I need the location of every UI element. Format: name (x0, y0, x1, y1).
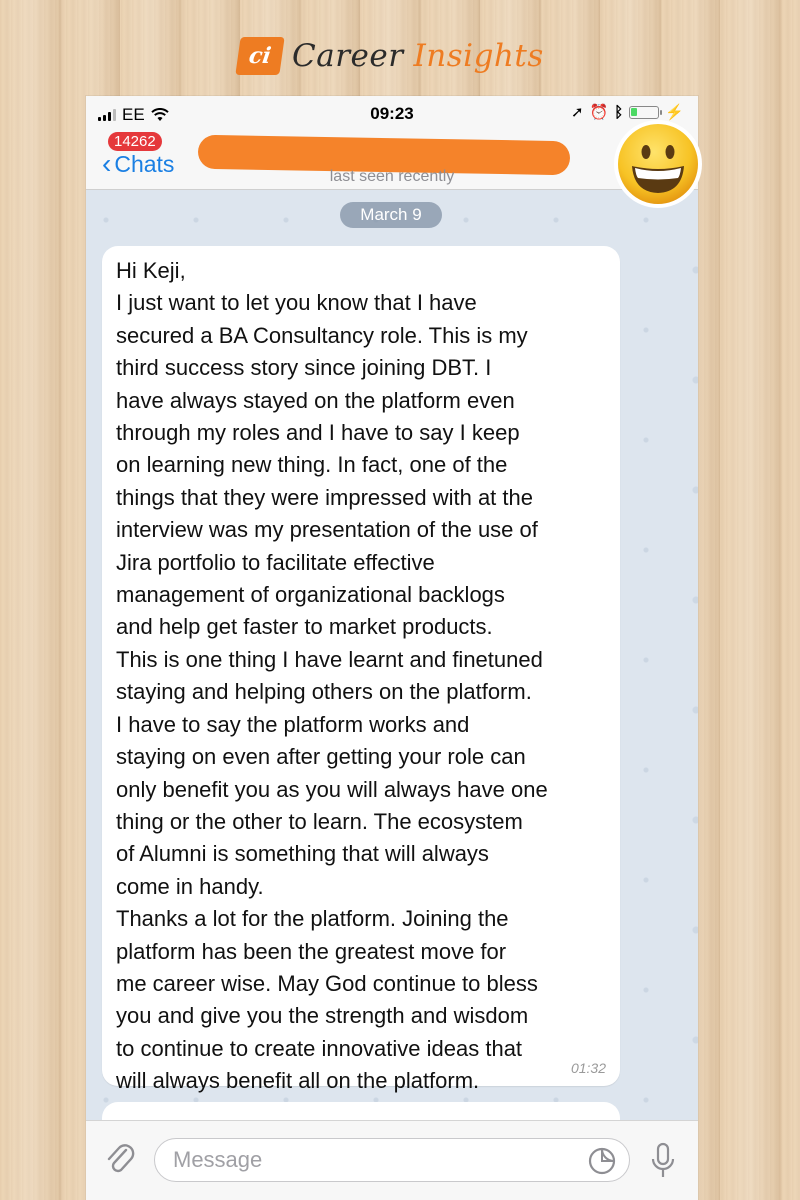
location-arrow-icon: ➚ (571, 104, 584, 121)
brand-word-insights: Insights (413, 38, 544, 74)
message-line: me career wise. May God continue to bless (116, 970, 538, 996)
carrier-label: EE (122, 105, 145, 124)
battery-level (631, 108, 637, 116)
message-line: and help get faster to market products. (116, 614, 493, 640)
date-separator: March 9 (340, 202, 442, 228)
message-line: secured a BA Consultancy role. This is my (116, 322, 528, 348)
chat-area[interactable] (86, 190, 698, 1120)
message-line: have always stayed on the platform even (116, 387, 515, 413)
message-line: will always benefit all on the platform. (116, 1068, 480, 1094)
charging-icon: ⚡ (665, 104, 684, 121)
message-line: This is one thing I have learnt and finetuned (116, 646, 543, 672)
sticker-icon[interactable] (588, 1147, 616, 1175)
message-line: Jira portfolio to facilitate effective (116, 549, 435, 575)
message-line: management of organizational backlogs (116, 582, 505, 608)
message-line: things that they were impressed with at the (116, 484, 533, 510)
grinning-face-emoji (612, 118, 704, 210)
message-line: Hi Keji, (116, 258, 186, 283)
message-input[interactable] (154, 1138, 630, 1182)
input-bar (86, 1120, 698, 1200)
message-line: third success story since joining DBT. I (116, 355, 492, 381)
brand-word-career: Career (292, 38, 404, 74)
brand-header (238, 30, 544, 82)
status-bar (86, 96, 698, 132)
status-time: 09:23 (370, 104, 414, 123)
bluetooth-icon: ᛒ (614, 103, 624, 121)
message-time: 01:32 (570, 1060, 606, 1076)
message-line: through my roles and I have to say I keep (116, 420, 520, 446)
back-label: Chats (114, 150, 175, 177)
chat-header (86, 132, 698, 190)
message-line: you and give you the strength and wisdom (116, 1003, 529, 1029)
message-line: come in handy. (116, 873, 264, 899)
message-line: thing or the other to learn. The ecosystem (116, 808, 523, 834)
last-seen-status: last seen recently (329, 168, 455, 185)
message-line: I just want to let you know that I have (116, 290, 477, 316)
message-line: interview was my presentation of the use of (116, 517, 538, 543)
brand-logo: ci (235, 37, 284, 75)
message-line: staying and helping others on the platform. (116, 679, 532, 705)
microphone-icon[interactable] (650, 1141, 676, 1181)
message-line: platform has been the greatest move for (116, 938, 507, 964)
message-line: Thanks a lot for the platform. Joining the (116, 906, 509, 932)
message-line: I have to say the platform works and (116, 711, 470, 737)
battery-icon (629, 106, 659, 119)
message-line: staying on even after getting your role can (116, 744, 526, 770)
message-bubble[interactable] (102, 246, 620, 1094)
unread-badge: 14262 (108, 132, 162, 151)
alarm-icon: ⏰ (589, 104, 609, 121)
message-line: to continue to create innovative ideas that (116, 1035, 523, 1061)
message-line: on learning new thing. In fact, one of the (116, 452, 508, 478)
phone-screen (86, 96, 698, 1200)
message-line: only benefit you as you will always have one (116, 776, 548, 802)
message-line: of Alumni is something that will always (116, 841, 489, 867)
chevron-left-icon: ‹ (102, 148, 112, 179)
paperclip-icon[interactable] (104, 1141, 136, 1179)
message-text (116, 255, 606, 1098)
